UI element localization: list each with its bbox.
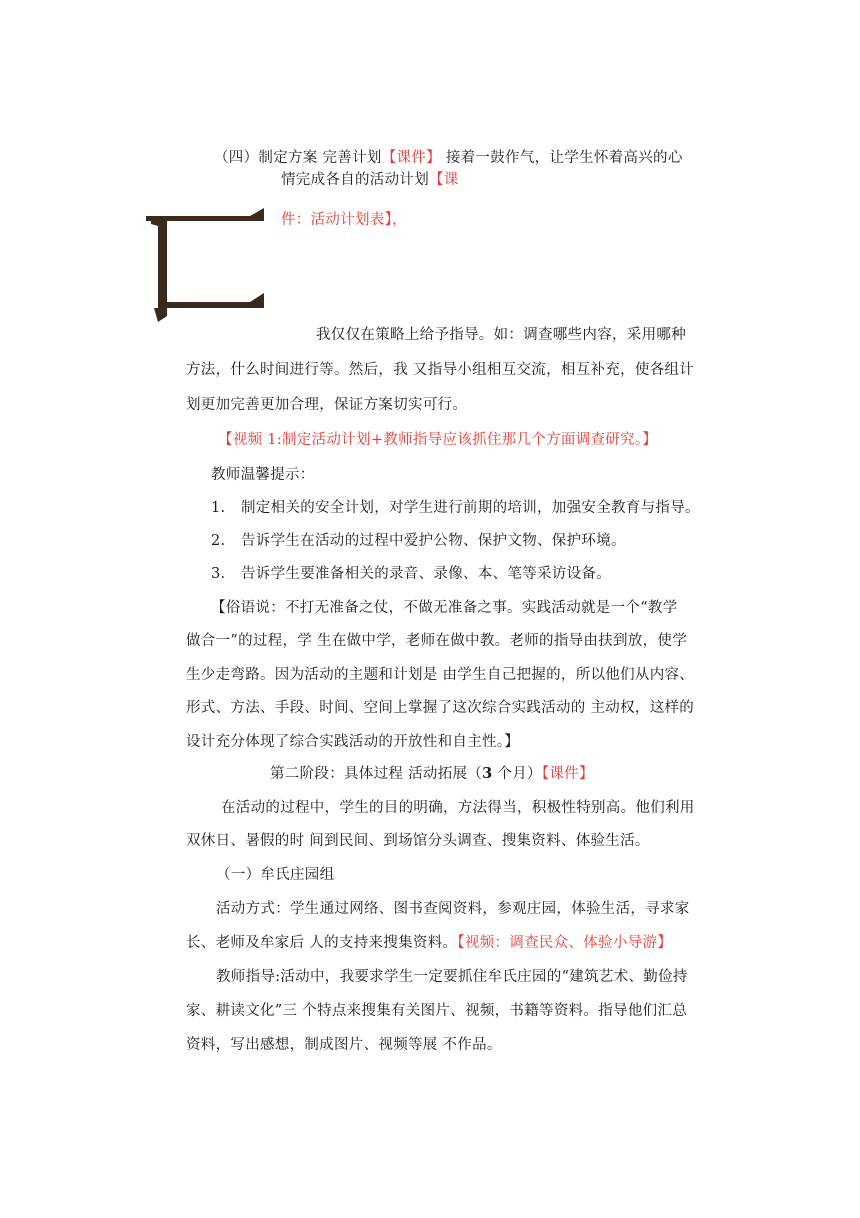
paragraph1-line2: 方法，什么时间进行等。然后，我 又指导小组相互交流，相互补充，使各组计 [186,362,695,378]
courseware-tag-2a: 【课 [429,172,459,188]
proverb-line1: 【俗语说：不打无准备之仗，不做无准备之事。实践活动就是一个“教学 [211,600,678,616]
stage2-courseware-tag: 【课件】 [541,766,594,782]
stage2-title-end: 个月） [492,766,542,782]
group1-guide-line3: 资料，写出感想，制成图片、视频等展 不作品。 [186,1037,502,1053]
tip-number: 3. [211,566,226,582]
group1-guide-line1: 教师指导:活动中，我要求学生一定要抓住牟氏庄园的“建筑艺术、勤俭持 [216,969,688,985]
tip-number: 1. [211,500,226,516]
group1-method-text: 长、老师及牟家后 人的支持来搜集资料。 [186,935,458,951]
section4-heading [214,148,683,168]
section4-line2-text: 情完成各自的活动计划 [281,172,429,188]
tip-item-1 [211,498,700,518]
proverb-line5: 设计充分体现了综合实践活动的开放性和自主性。】 [186,734,520,750]
tip-number: 2. [211,533,226,549]
group1-method-line2 [186,933,672,953]
stage2-duration-number: 3 [482,765,493,782]
tips-heading: 教师温馨提示： [211,467,315,483]
paragraph1-line3: 划更加完善更加合理，保证方案切实可行。 [186,397,468,413]
decorative-dropcap-image [146,208,264,324]
tip-item-3 [211,564,611,584]
section4-title-rest: 接着一鼓作气，让学生怀着高兴的心 [440,150,683,166]
group1-heading: （一）牟氏庄园组 [216,867,335,883]
courseware-tag: 【课件】 [381,150,441,166]
video1-note: 【视频 1:制定活动计划+教师指导应该抓住那几个方面调查研究。】 [218,432,658,448]
tip-text: 告诉学生要准备相关的录音、录像、本、笔等采访设备。 [241,566,611,582]
stage2-title: 第二阶段：具体过程 活动拓展（ [270,766,483,782]
courseware-tag-2b: 件：活动计划表】， [281,212,407,228]
proverb-line2: 做合一”的过程，学 生在做中学，老师在做中教。老师的指导由扶到放，使学 [186,633,688,649]
stage2-para-line2: 双休日、暑假的时 间到民间、到场馆分头调查、搜集资料、体验生活。 [186,833,650,849]
group1-method-line1: 活动方式：学生通过网络、图书查阅资料，参观庄园，体验生活，寻求家 [216,901,690,917]
tip-text: 制定相关的安全计划，对学生进行前期的培训，加强安全教育与指导。 [241,500,700,516]
group1-video-tag: 【视频：调查民众、体验小导游】 [457,935,673,951]
section4-line2 [281,170,459,190]
section4-title: （四）制定方案 完善计划 [214,150,382,166]
proverb-line3: 生少走弯路。因为活动的主题和计划是 由学生自己把握的，所以他们从内容、 [186,667,695,683]
tip-item-2 [211,531,626,551]
proverb-line4: 形式、方法、手段、时间、空间上掌握了这次综合实践活动的 主动权，这样的 [186,700,695,716]
tip-text: 告诉学生在活动的过程中爱护公物、保护文物、保护环境。 [241,533,626,549]
paragraph1-line1: 我仅仅在策略上给予指导。如：调查哪些内容，采用哪种 [316,327,686,343]
group1-guide-line2: 家、耕读文化”三 个特点来搜集有关图片、视频，书籍等资料。指导他们汇总 [186,1003,688,1019]
stage2-para-line1: 在活动的过程中，学生的目的明确，方法得当，积极性特别高。他们利用 [221,800,695,816]
stage2-heading [270,764,594,784]
